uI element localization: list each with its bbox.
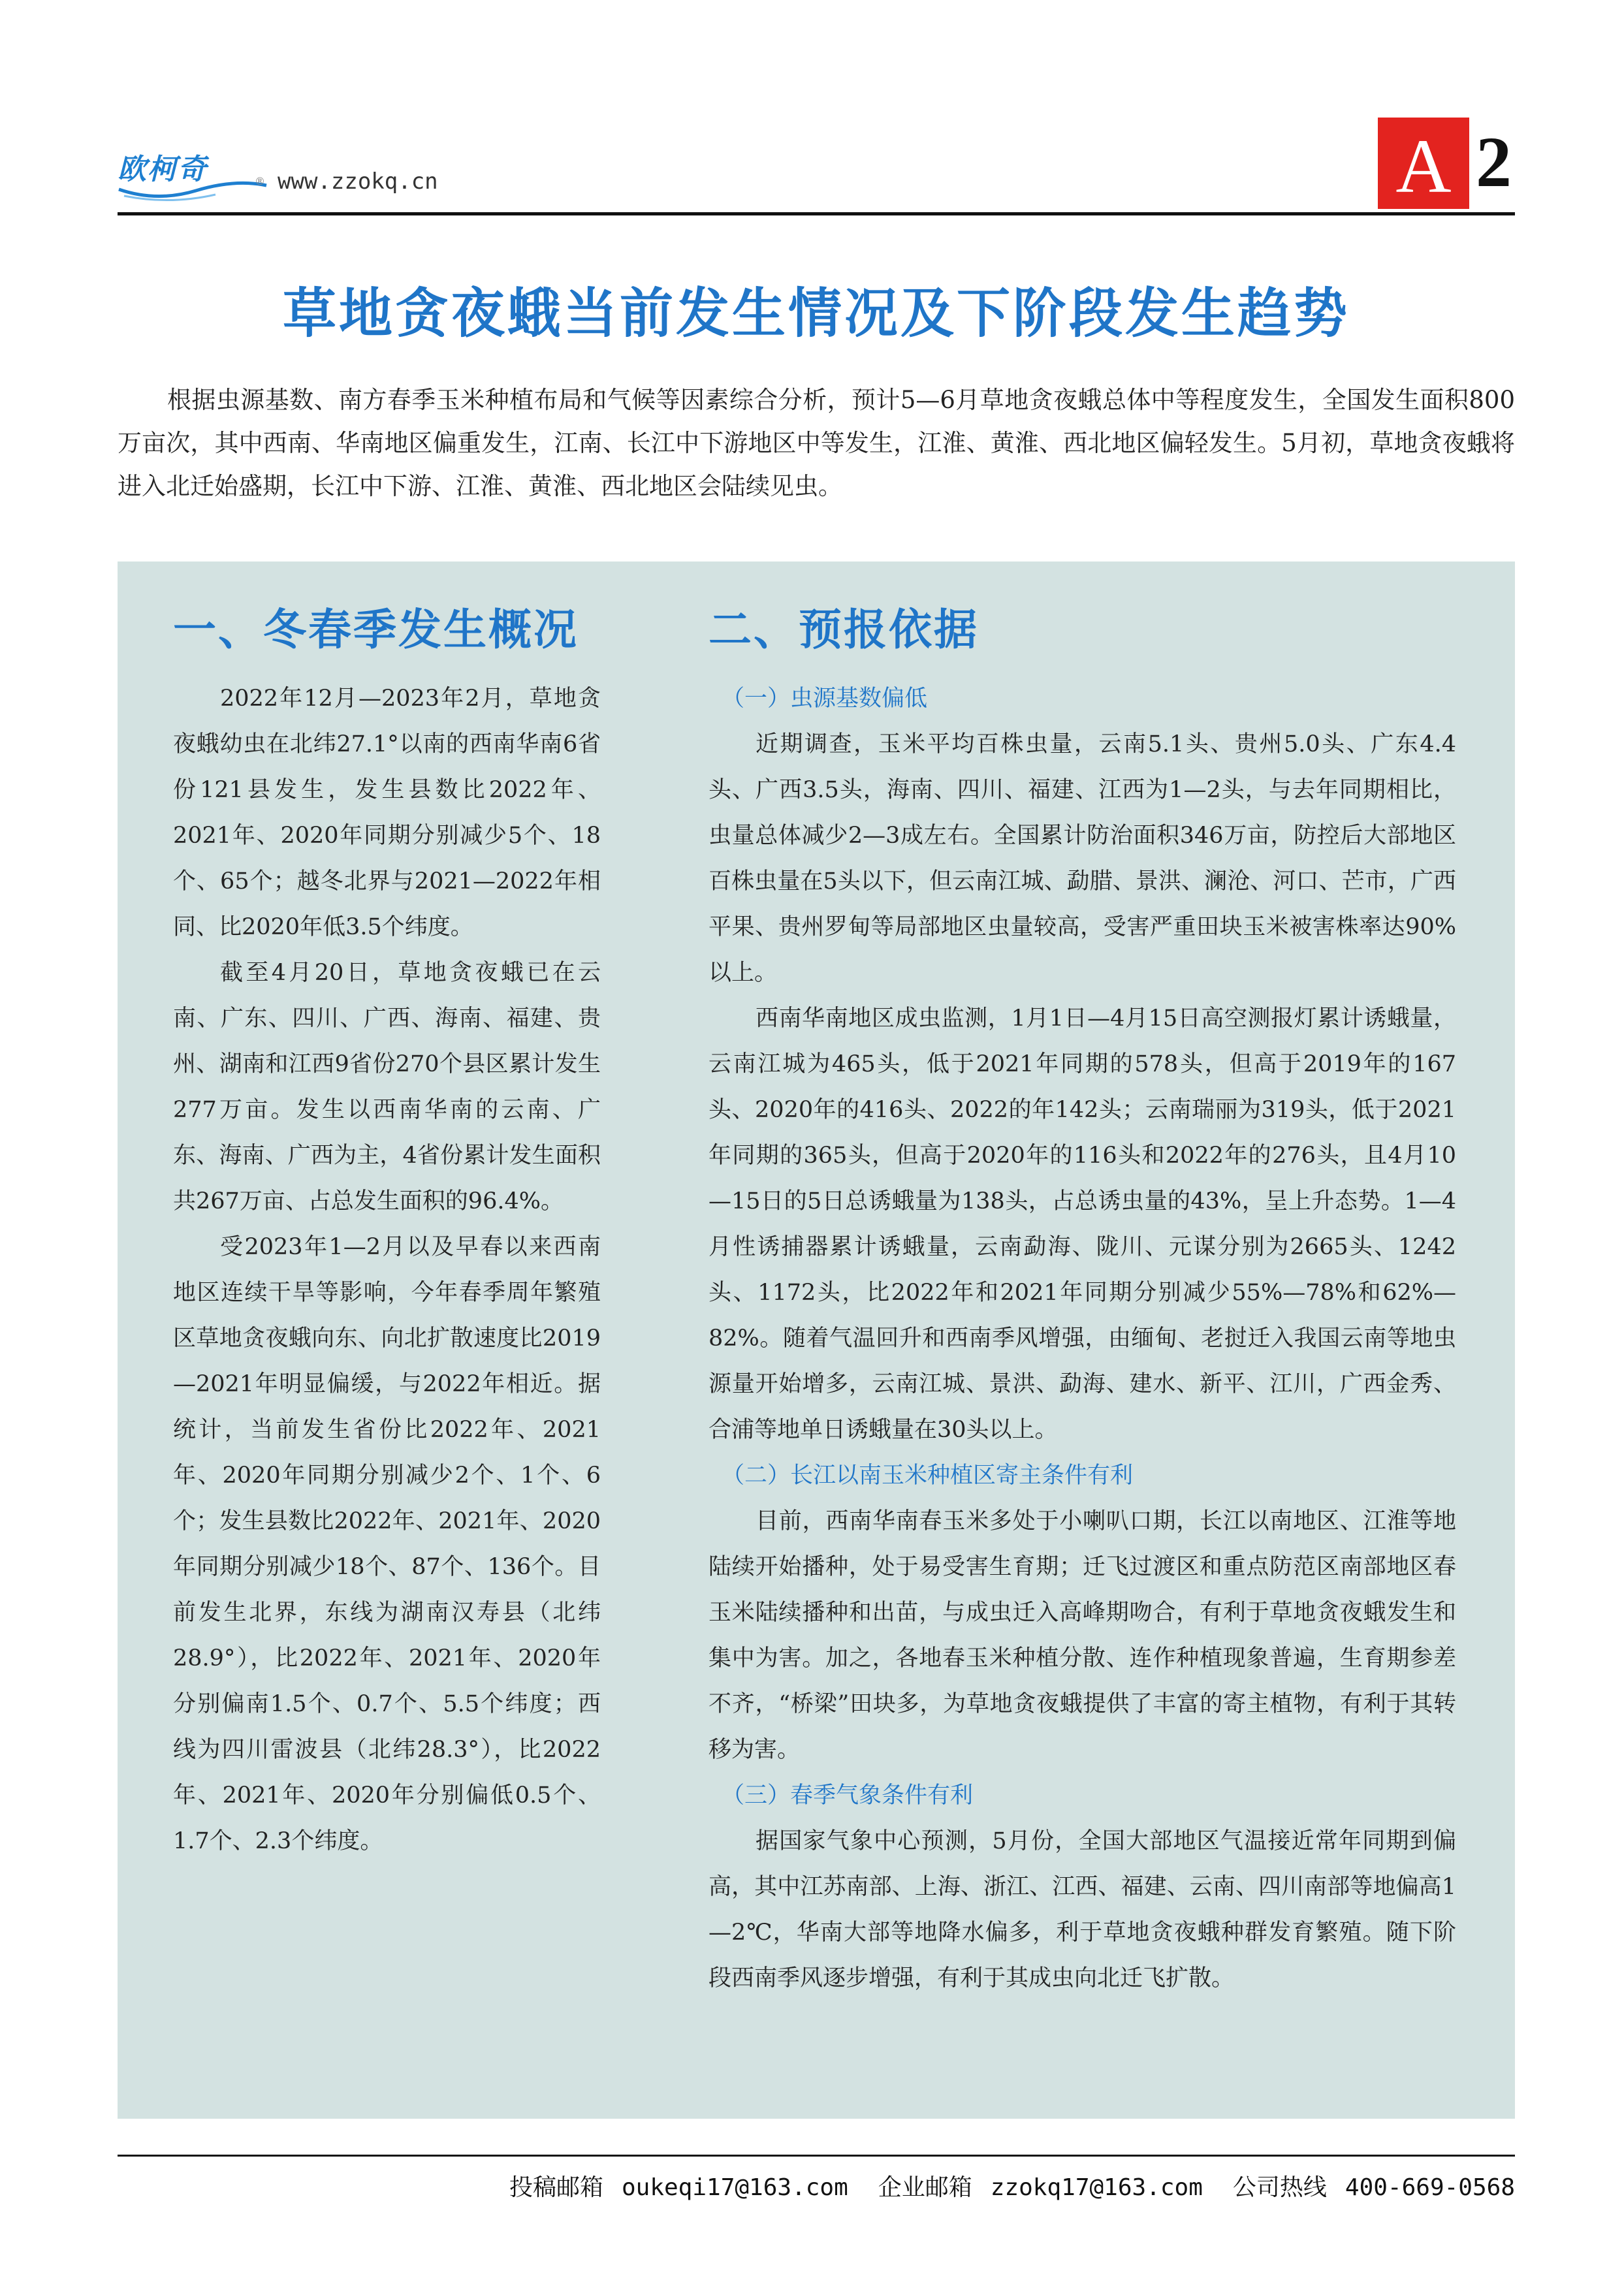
article-intro: 根据虫源基数、南方春季玉米种植布局和气候等因素综合分析，预计5—6月草地贪夜蛾总体中等程度发生，全国发生面积800万亩次，其中西南、华南地区偏重发生，江南、长江中下游地区中等发生，江淮、黄淮、西北地区偏轻发生。5月初，草地贪夜蛾将进入北迁始盛期，长江中下游、江淮、黄淮、西北地区会陆续见虫。 (118, 386, 1515, 500)
hotline-number[interactable]: 400-669-0568 (1345, 2174, 1515, 2201)
hotline-label: 公司热线 (1232, 2174, 1327, 2201)
registered-mark: ® (255, 175, 265, 187)
page-header (118, 118, 1515, 215)
paragraph: 据国家气象中心预测，5月份，全国大部地区气温接近常年同期到偏高，其中江苏南部、上海、浙江、江西、福建、云南、四川南部等地偏高1—2℃，华南大部等地降水偏多，利于草地贪夜蛾种群发育繁殖。随下阶段西南季风逐步增强，有利于其成虫向北迁飞扩散。 (709, 1828, 1456, 1991)
logo-swoosh-icon (118, 176, 268, 202)
page-number: 2 (1476, 122, 1512, 202)
section-heading: 二、预报依据 (709, 605, 979, 655)
submit-email[interactable]: oukeqi17@163.com (621, 2174, 848, 2201)
submit-email-label: 投稿邮箱 (509, 2174, 603, 2201)
section-heading: 一、冬春季发生概况 (173, 605, 579, 655)
subsection-title: （二）长江以南玉米种植区寄主条件有利 (722, 1463, 1134, 1489)
paragraph: 目前，西南华南春玉米多处于小喇叭口期，长江以南地区、江淮等地陆续开始播种，处于易受害生育期；迁飞过渡区和重点防范区南部地区春玉米陆续播种和出苗，与成虫迁入高峰期吻合，有利于草地贪夜蛾发生和集中为害。加之，各地春玉米种植分散、连作种植现象普遍，生育期参差不齐，“桥梁”田块多，为草地贪夜蛾提供了丰富的寄主植物，有利于其转移为害。 (709, 1508, 1456, 1763)
subsection-title: （一）虫源基数偏低 (722, 686, 928, 712)
company-email[interactable]: zzokq17@163.com (990, 2174, 1203, 2201)
paragraph: 西南华南地区成虫监测，1月1日—4月15日高空测报灯累计诱蛾量，云南江城为465头，低于2021年同期的578头，但高于2019年的167头、2020年的416头、2022的年142头；云南瑞丽为319头，低于2021年同期的365头，但高于2020年的116头和2022年的276头，且4月10—15日的5日总诱蛾量为138头，占总诱虫量的43%，呈上升态势。1—4月性诱捕器累计诱蛾量，云南勐海、陇川、元谋分别为2665头、1242头、1172头，比2022年和2021年同期分别减少55%—78%和62%—82%。随着气温回升和西南季风增强，由缅甸、老挝迁入我国云南等地虫源量开始增多，云南江城、景洪、勐海、建水、新平、江川，广西金秀、合浦等地单日诱蛾量在30头以上。 (709, 1005, 1456, 1443)
subsection-title: （三）春季气象条件有利 (722, 1782, 974, 1809)
footer-divider (118, 2155, 1515, 2157)
paragraph: 近期调查，玉米平均百株虫量，云南5.1头、贵州5.0头、广东4.4头、广西3.5头，海南、四川、福建、江西为1—2头，与去年同期相比，虫量总体减少2—3成左右。全国累计防治面积346万亩，防控后大部地区百株虫量在5头以下，但云南江城、勐腊、景洪、澜沧、河口、芒市，广西平果、贵州罗甸等局部地区虫量较高，受害严重田块玉米被害株率达90%以上。 (709, 731, 1456, 986)
company-email-label: 企业邮箱 (878, 2174, 972, 2201)
logo-text: 欧柯奇 (118, 153, 208, 186)
header-divider (118, 212, 1515, 215)
section-forecast-basis (709, 604, 1456, 2001)
page-badge (1378, 118, 1515, 209)
section-overview (173, 604, 601, 1864)
paragraph: 截至4月20日，草地贪夜蛾已在云南、广东、四川、广西、海南、福建、贵州、湖南和江西9省份270个县区累计发生277万亩。发生以西南华南的云南、广东、海南、广西为主，4省份累计发生面积共267万亩、占总发生面积的96.4%。 (173, 960, 601, 1214)
article-title: 草地贪夜蛾当前发生情况及下阶段发生趋势 (282, 282, 1350, 345)
paragraph: 2022年12月—2023年2月，草地贪夜蛾幼虫在北纬27.1°以南的西南华南6省份121县发生，发生县数比2022年、2021年、2020年同期分别减少5个、18个、65个；越冬北界与2021—2022年相同、比2020年低3.5个纬度。 (173, 686, 601, 940)
brand-logo[interactable] (118, 150, 268, 199)
page-letter: A (1378, 118, 1469, 209)
page-footer (118, 2169, 1515, 2202)
website-link[interactable]: www.zzokq.cn (278, 168, 438, 195)
paragraph: 受2023年1—2月以及早春以来西南地区连续干旱等影响，今年春季周年繁殖区草地贪夜蛾向东、向北扩散速度比2019—2021年明显偏缓，与2022年相近。据统计，当前发生省份比2022年、2021年、2020年同期分别减少2个、1个、6个；发生县数比2022年、2021年、2020年同期分别减少18个、87个、136个。目前发生北界，东线为湖南汉寿县（北纬28.9°），比2022年、2021年、2020年分别偏南1.5个、0.7个、5.5个纬度；西线为四川雷波县（北纬28.3°），比2022年、2021年、2020年分别偏低0.5个、1.7个、2.3个纬度。 (173, 1234, 601, 1854)
